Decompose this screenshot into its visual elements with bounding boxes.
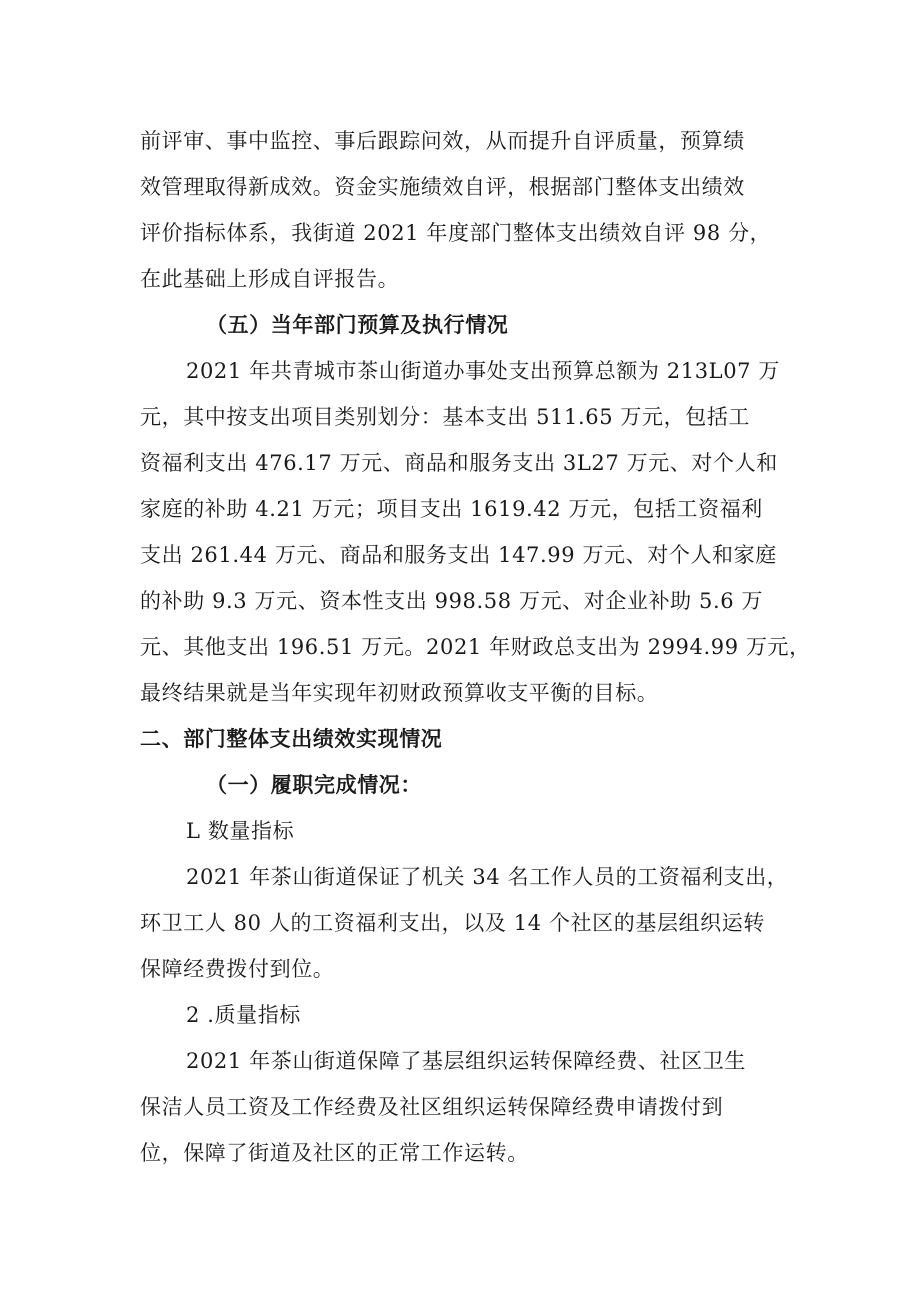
text-line: 最终结果就是当年实现年初财政预算收支平衡的目标。 [140,681,659,705]
text-line: 的补助 9.3 万元、资本性支出 998.58 万元、对企业补助 5.6 万 [140,589,764,613]
text-line: 元、其他支出 196.51 万元。2021 年财政总支出为 2994.99 万元， [140,635,811,659]
text-line: 保障经费拨付到位。 [140,957,335,981]
text-line: 资福利支出 476.17 万元、商品和服务支出 3L27 万元、对个人和 [140,451,778,475]
item-title-quality: 2 .质量指标 [186,1003,301,1027]
text-line: 家庭的补助 4.21 万元；项目支出 1619.42 万元，包括工资福利 [140,497,763,521]
text-line: 2021 年茶山街道保障了基层组织运转保障经费、社区卫生 [186,1049,746,1073]
text-line: 元，其中按支出项目类别划分：基本支出 511.65 万元，包括工 [140,405,751,429]
document-page [140,118,811,1176]
text-line: 环卫工人 80 人的工资福利支出，以及 14 个社区的基层组织运转 [140,911,765,935]
section-heading-duty-completion: （一）履职完成情况： [206,773,422,797]
text-line: 2021 年共青城市茶山街道办事处支出预算总额为 213L07 万 [186,359,781,383]
paragraph-quality [140,1038,792,1176]
text-line: 位，保障了街道及社区的正常工作运转。 [140,1141,529,1165]
text-line: 在此基础上形成自评报告。 [140,267,400,291]
text-line: 保洁人员工资及工作经费及社区组织运转保障经费申请拨付到 [140,1095,724,1119]
paragraph-budget-execution [140,348,811,716]
text-line: 前评审、事中监控、事后跟踪问效，从而提升自评质量，预算绩 [140,129,745,153]
paragraph-self-evaluation [140,118,792,302]
section-heading-budget-execution: （五）当年部门预算及执行情况 [206,313,509,337]
text-line: 效管理取得新成效。资金实施绩效自评，根据部门整体支出绩效 [140,175,745,199]
chapter-heading-performance: 二、部门整体支出绩效实现情况 [140,727,443,751]
item-title-quantity: L 数量指标 [186,819,295,843]
text-line: 2021 年茶山街道保证了机关 34 名工作人员的工资福利支出， [186,865,789,889]
text-line: 评价指标体系，我街道 2021 年度部门整体支出绩效自评 98 分， [140,221,772,245]
text-line: 支出 261.44 万元、商品和服务支出 147.99 万元、对个人和家庭 [140,543,777,567]
paragraph-quantity [140,854,792,992]
